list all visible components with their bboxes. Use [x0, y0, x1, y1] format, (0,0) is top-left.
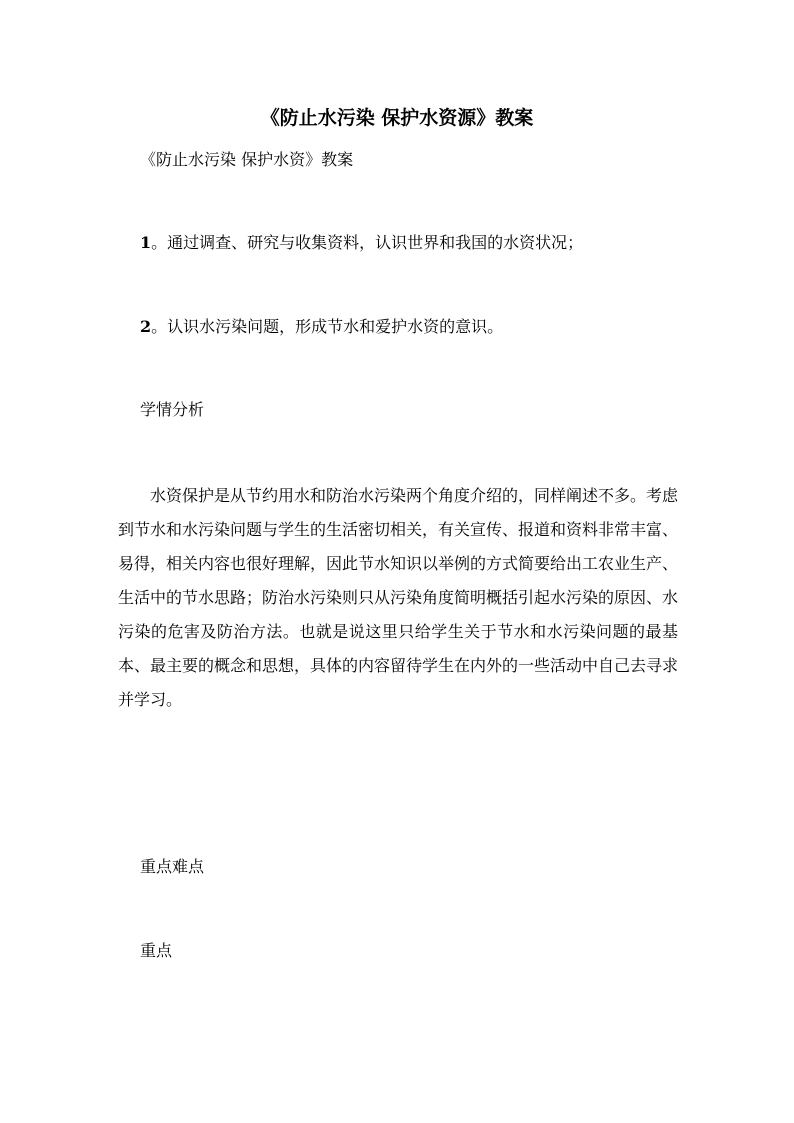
document-subtitle: 《防止水污染 保护水资》教案 [140, 150, 354, 169]
analysis-paragraph [118, 479, 678, 717]
document-title: 《防止水污染 保护水资源》教案 [260, 107, 534, 129]
section-heading-key: 重点 [140, 941, 173, 960]
objective-item-1 [140, 231, 583, 255]
objective-number: 1 [140, 233, 152, 252]
objective-text: 认识水污染问题，形成节水和爱护水资的意识。 [167, 317, 504, 336]
objective-text: 通过调查、研究与收集资料，认识世界和我国的水资状况； [167, 233, 584, 252]
analysis-paragraph-text: 水资保护是从节约用水和防治水污染两个角度介绍的，同样阐述不多。考虑到节水和水污染问题与学生的生活密切相关，有关宣传、报道和资料非常丰富、易得，相关内容也很好理解，因此节水知识以举例的方式简要给出工农业生产、生活中的节水思路；防治水污染则只从污染角度简明概括引起水污染的原因、水污染的危害及防治方法。也就是说这里只给学生关于节水和水污染问题的最基本、最主要的概念和思想，具体的内容留待学生在内外的一些活动中自己去寻求并学习。 [118, 486, 679, 709]
section-heading-analysis: 学情分析 [140, 400, 205, 419]
objective-separator: 。 [151, 233, 168, 252]
objective-separator: 。 [151, 317, 168, 336]
objective-item-2 [140, 315, 503, 339]
objective-number: 2 [140, 317, 152, 336]
section-heading-keypoints: 重点难点 [140, 857, 205, 876]
